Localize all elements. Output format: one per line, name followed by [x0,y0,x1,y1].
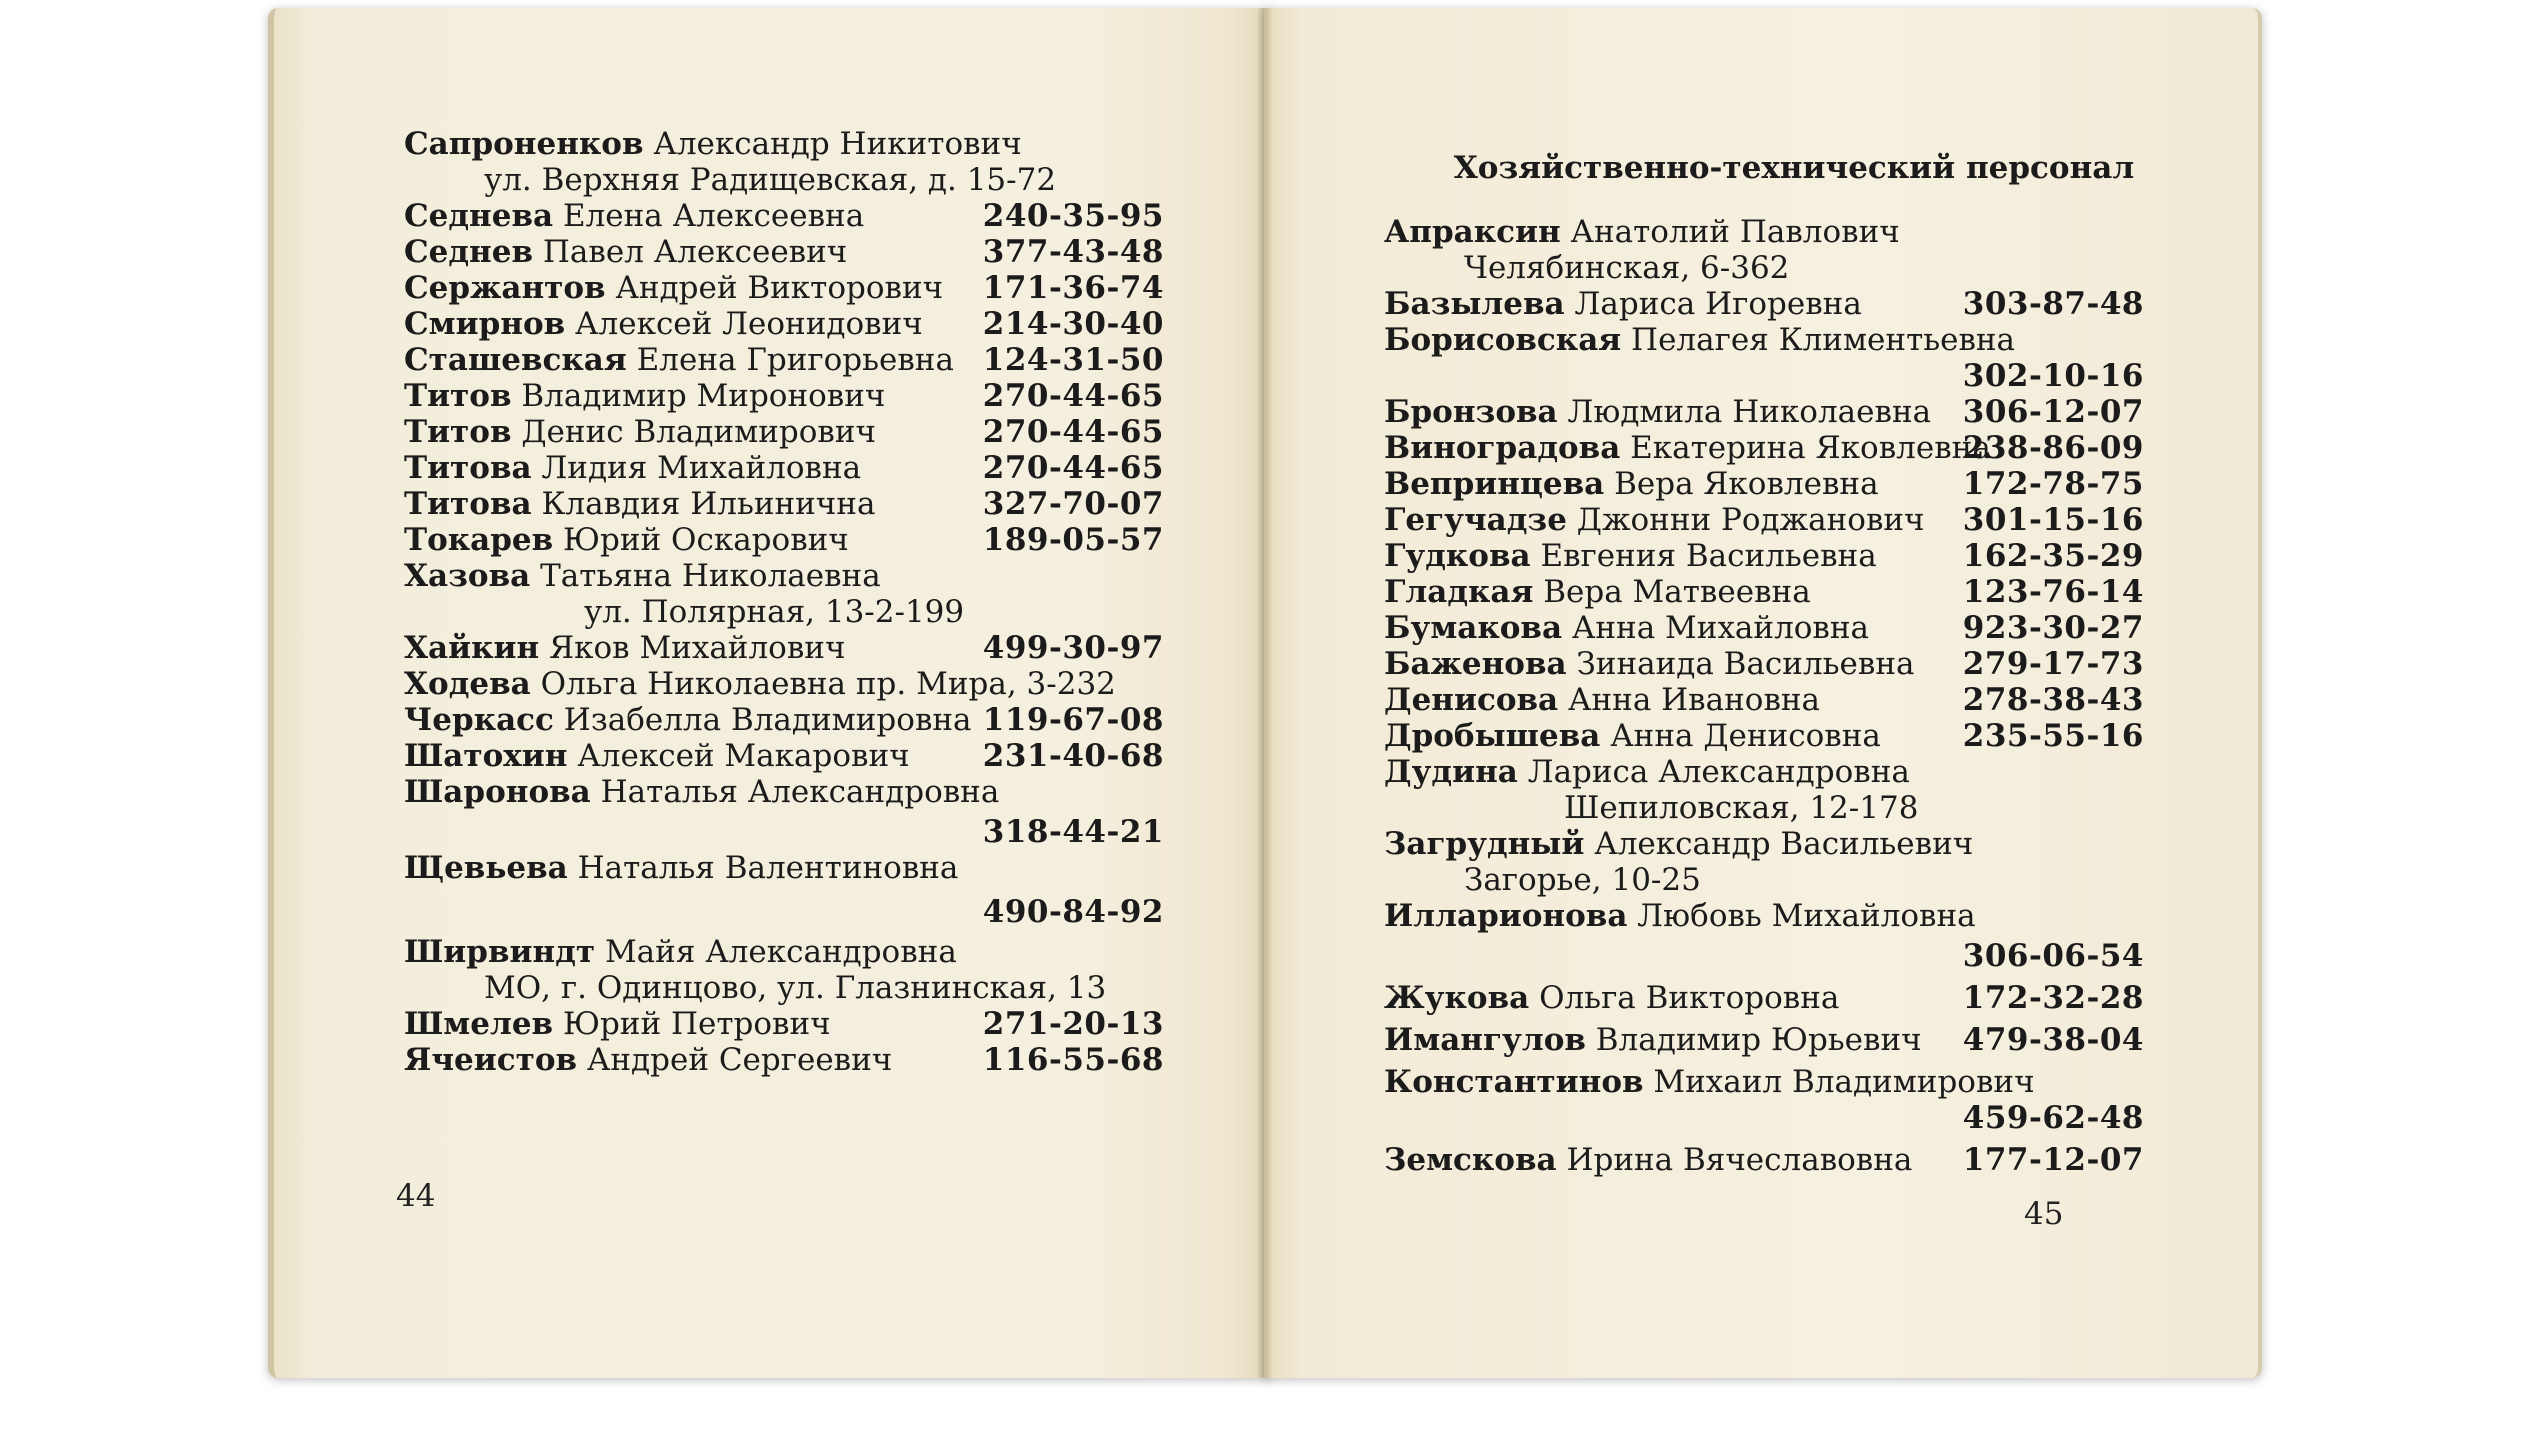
entry-phone: 302-10-16 [1962,358,2144,394]
entry-name [404,198,864,234]
directory-entry [404,450,1164,486]
entry-surname: Титова [404,486,532,522]
entry-details: Джонни Роджанович [1576,502,1925,538]
directory-entry [404,894,1164,930]
entry-details: МО, г. Одинцово, ул. Глазнинская, 13 [484,970,1107,1006]
entry-phone: 327-70-07 [982,486,1164,522]
entry-details: Майя Александровна [604,934,957,970]
entry-phone: 306-06-54 [1962,938,2144,974]
entry-details: Алексей Макарович [577,738,910,774]
directory-entry [404,1042,1164,1078]
entry-details: Анна Денисовна [1610,718,1881,754]
directory-entry [404,378,1164,414]
entry-details: Юрий Оскарович [563,522,849,558]
entry-surname: Дробышева [1384,718,1601,754]
entry-details: Татьяна Николаевна [540,558,881,594]
entry-details: Ольга Николаевна пр. Мира, 3-232 [540,666,1116,702]
entry-surname: Титов [404,414,512,450]
entry-surname: Седнев [404,234,534,270]
entry-phone: 279-17-73 [1962,646,2144,682]
directory-entry [404,594,1164,630]
directory-entry [404,934,1164,970]
directory-entry [1384,1142,2144,1178]
entry-phone: 119-67-08 [982,702,1164,738]
entry-surname: Вепринцева [1384,466,1605,502]
directory-entry [1384,1100,2144,1136]
directory-entry [404,850,1164,886]
entry-phone: 116-55-68 [982,1042,1164,1078]
entry-name [404,126,1022,162]
entry-name [404,630,845,666]
entry-phone: 306-12-07 [1962,394,2144,430]
entry-details: Челябинская, 6-362 [1464,250,1790,286]
entry-name [584,594,964,630]
section-title: Хозяйственно-технический персонал [1453,150,2135,186]
entry-surname: Гегучадзе [1384,502,1567,538]
directory-entry [404,702,1164,738]
directory-entry [404,774,1164,810]
entry-details: Андрей Сергеевич [586,1042,893,1078]
entry-name [404,486,875,522]
entry-details: Лидия Михайловна [541,450,862,486]
entry-details: Михаил Владимирович [1653,1064,2035,1100]
entry-name [1384,610,1869,646]
entry-name [1384,754,1910,790]
entry-name [404,850,958,886]
entry-details: Анна Михайловна [1571,610,1870,646]
entry-name [404,558,881,594]
book-spine [1258,8,1272,1378]
directory-entry [1384,250,2144,286]
entry-surname: Сташевская [404,342,627,378]
entry-surname: Жукова [1384,980,1530,1016]
entry-name [404,1042,892,1078]
entry-surname: Токарев [404,522,554,558]
entry-details: Пелагея Климентьевна [1631,322,2016,358]
entry-surname: Гудкова [1384,538,1531,574]
entry-details: Вера Яковлевна [1614,466,1879,502]
entry-surname: Имангулов [1384,1022,1586,1058]
entry-name [404,738,910,774]
open-booklet [268,8,2258,1378]
entry-surname: Бумакова [1384,610,1563,646]
directory-entry [1384,430,2144,466]
entry-name [404,414,876,450]
directory-entry [404,234,1164,270]
entry-surname: Щевьева [404,850,568,886]
entry-details: Евгения Васильевна [1540,538,1877,574]
left-directory-list [404,126,1164,1078]
directory-entry [1384,394,2144,430]
directory-entry [1384,790,2144,826]
entry-surname: Черкасс [404,702,554,738]
entry-name [1384,718,1881,754]
entry-surname: Виноградова [1384,430,1621,466]
entry-details: Александр Никитович [653,126,1022,162]
directory-entry [404,342,1164,378]
entry-surname: Апраксин [1384,214,1561,250]
directory-entry [1384,1022,2144,1058]
directory-entry [1384,538,2144,574]
entry-phone: 271-20-13 [982,1006,1164,1042]
entry-phone: 172-78-75 [1962,466,2144,502]
entry-details: Юрий Петрович [562,1006,831,1042]
directory-entry [1384,754,2144,790]
entry-name [1384,682,1820,718]
entry-name [404,450,861,486]
entry-name [1384,322,2015,358]
right-entries [1384,214,2144,1178]
entry-details: Изабелла Владимировна [563,702,972,738]
entry-name [1384,646,1914,682]
entry-name [484,970,1106,1006]
entry-details: Людмила Николаевна [1567,394,1932,430]
entry-name [1384,538,1877,574]
entry-surname: Ширвиндт [404,934,596,970]
entry-phone: 459-62-48 [1962,1100,2144,1136]
right-directory-list [1384,148,2144,1178]
entry-surname: Сапроненков [404,126,644,162]
entry-name [1464,250,1789,286]
entry-details: Денис Владимирович [521,414,877,450]
left-page [268,8,1270,1378]
directory-entry [1384,214,2144,250]
entry-name [1384,826,1973,862]
entry-details: Наталья Валентиновна [577,850,959,886]
entry-name [404,270,943,306]
entry-surname: Шмелев [404,1006,554,1042]
directory-entry [1384,322,2144,358]
entry-details: Яков Михайлович [549,630,846,666]
left-page-number: 44 [396,1178,436,1214]
entry-details: Ольга Викторовна [1539,980,1840,1016]
entry-phone: 278-38-43 [1962,682,2144,718]
directory-entry [404,414,1164,450]
entry-phone: 490-84-92 [982,894,1164,930]
entry-name [1384,502,1925,538]
entry-surname: Хайкин [404,630,540,666]
entry-details: Андрей Викторович [615,270,944,306]
directory-entry [1384,574,2144,610]
directory-entry [404,162,1164,198]
entry-name [1384,574,1811,610]
entry-details: Любовь Михайловна [1637,898,1976,934]
directory-entry [1384,938,2144,974]
entry-phone: 124-31-50 [982,342,1164,378]
directory-entry [1384,610,2144,646]
directory-entry [404,270,1164,306]
entry-name [404,774,999,810]
entry-name [404,378,885,414]
entry-name [1384,1142,1912,1178]
entry-surname: Баженова [1384,646,1567,682]
entry-details: Екатерина Яковлевна [1630,430,1991,466]
entry-name [404,1006,831,1042]
directory-entry [404,306,1164,342]
entry-surname: Ходева [404,666,531,702]
directory-entry [1384,286,2144,322]
entry-name [404,234,847,270]
entry-name [404,306,923,342]
directory-entry [1384,826,2144,862]
directory-entry [404,970,1164,1006]
entry-phone: 479-38-04 [1962,1022,2144,1058]
directory-entry [1384,718,2144,754]
entry-surname: Хазова [404,558,531,594]
entry-details: Загорье, 10-25 [1464,862,1701,898]
entry-details: Александр Васильевич [1594,826,1974,862]
entry-details: Клавдия Ильинична [541,486,876,522]
entry-name [1384,1064,2035,1100]
entry-details: ул. Полярная, 13-2-199 [584,594,965,630]
entry-name [1384,466,1879,502]
entry-phone: 238-86-09 [1962,430,2144,466]
entry-phone: 240-35-95 [982,198,1164,234]
entry-details: Наталья Александровна [600,774,1000,810]
entry-details: Елена Алексеевна [562,198,865,234]
directory-entry [1384,862,2144,898]
directory-entry [404,522,1164,558]
entry-name [404,702,972,738]
entry-name [484,162,1056,198]
directory-entry [1384,980,2144,1016]
entry-phone: 231-40-68 [982,738,1164,774]
entry-surname: Загрудный [1384,826,1585,862]
entry-details: Шепиловская, 12-178 [1564,790,1919,826]
entry-phone: 377-43-48 [982,234,1164,270]
directory-entry [404,126,1164,162]
entry-name [1384,214,1900,250]
directory-entry [1384,646,2144,682]
right-page-number: 45 [2024,1196,2064,1232]
entry-name [1384,286,1862,322]
directory-entry [1384,358,2144,394]
right-page [1264,8,2262,1378]
entry-surname: Сержантов [404,270,606,306]
entry-phone: 171-36-74 [982,270,1164,306]
entry-surname: Смирнов [404,306,566,342]
entry-surname: Шатохин [404,738,568,774]
entry-surname: Земскова [1384,1142,1557,1178]
directory-entry [1384,898,2144,934]
entry-surname: Борисовская [1384,322,1622,358]
entry-surname: Шаронова [404,774,591,810]
entry-name [1564,790,1918,826]
entry-phone: 301-15-16 [1962,502,2144,538]
directory-entry [1384,466,2144,502]
entry-name [1384,1022,1922,1058]
entry-details: Ирина Вячеславовна [1566,1142,1913,1178]
entry-name [1384,898,1976,934]
entry-name [1384,980,1839,1016]
entry-name [1464,862,1701,898]
entry-phone: 499-30-97 [982,630,1164,666]
entry-phone: 214-30-40 [982,306,1164,342]
entry-phone: 303-87-48 [1962,286,2144,322]
entry-details: Анна Ивановна [1568,682,1821,718]
entry-name [404,522,849,558]
entry-name [404,666,1116,702]
entry-details: Лариса Игоревна [1574,286,1862,322]
entry-phone: 923-30-27 [1962,610,2144,646]
directory-entry [1384,682,2144,718]
entry-surname: Бронзова [1384,394,1558,430]
entry-name [404,342,954,378]
entry-name [1384,430,1991,466]
directory-entry [404,666,1164,702]
entry-details: Елена Григорьевна [636,342,954,378]
entry-surname: Базылева [1384,286,1565,322]
entry-details: Зинаида Васильевна [1576,646,1915,682]
directory-entry [404,738,1164,774]
entry-details: Владимир Юрьевич [1595,1022,1922,1058]
entry-details: Павел Алексеевич [542,234,848,270]
entry-phone: 235-55-16 [1962,718,2144,754]
entry-details: Лариса Александровна [1527,754,1910,790]
directory-entry [404,198,1164,234]
entry-surname: Ячеистов [404,1042,578,1078]
entry-surname: Седнева [404,198,554,234]
entry-phone: 270-44-65 [982,414,1164,450]
entry-phone: 177-12-07 [1962,1142,2144,1178]
entry-details: Владимир Миронович [521,378,886,414]
entry-name [404,934,957,970]
entry-surname: Титов [404,378,512,414]
entry-phone: 270-44-65 [982,378,1164,414]
directory-entry [404,814,1164,850]
entry-details: ул. Верхняя Радищевская, д. 15-72 [484,162,1057,198]
entry-phone: 318-44-21 [982,814,1164,850]
entry-details: Вера Матвеевна [1543,574,1811,610]
entry-phone: 270-44-65 [982,450,1164,486]
directory-entry [404,558,1164,594]
entry-surname: Титова [404,450,532,486]
entry-surname: Дудина [1384,754,1518,790]
entry-surname: Гладкая [1384,574,1534,610]
entry-phone: 189-05-57 [982,522,1164,558]
entry-phone: 172-32-28 [1962,980,2144,1016]
directory-entry [1384,1064,2144,1100]
entry-surname: Денисова [1384,682,1559,718]
entry-name [1384,394,1931,430]
directory-entry [1384,502,2144,538]
directory-entry [404,630,1164,666]
entry-surname: Илларионова [1384,898,1628,934]
entry-phone: 123-76-14 [1962,574,2144,610]
entry-details: Алексей Леонидович [575,306,923,342]
entry-surname: Константинов [1384,1064,1644,1100]
directory-entry [404,1006,1164,1042]
entry-phone: 162-35-29 [1962,538,2144,574]
entry-details: Анатолий Павлович [1570,214,1900,250]
directory-entry [404,486,1164,522]
